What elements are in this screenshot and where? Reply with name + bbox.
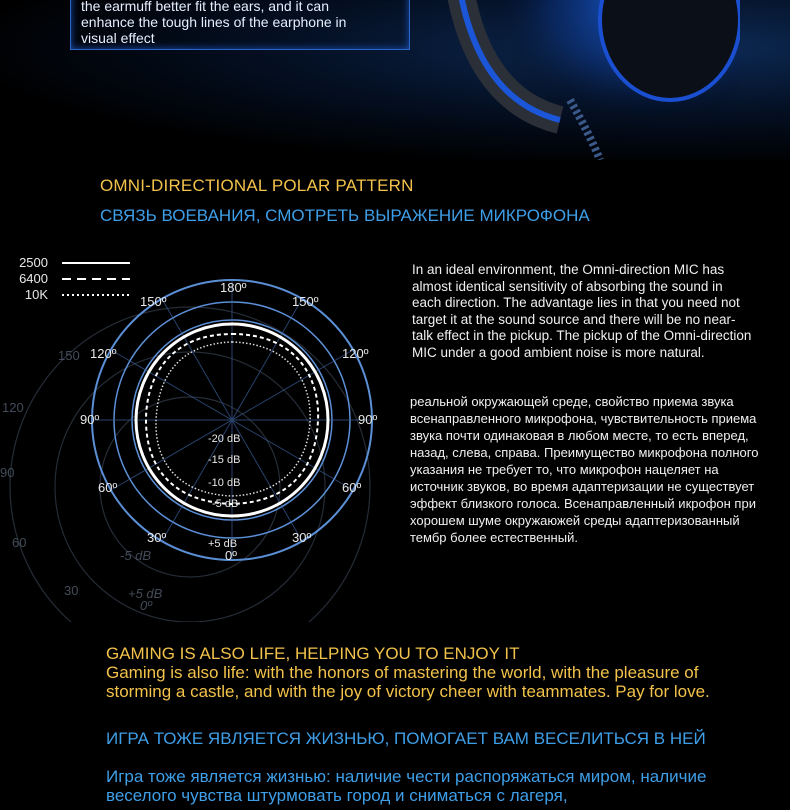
ghost-label-150: 150 <box>58 348 80 363</box>
angle-label-180: 180º <box>220 280 247 295</box>
legend-label: 6400 <box>19 271 48 286</box>
description-en: In an ideal environment, the Omni-direction MIC has almost identical sensitivity of absorbing the sound in each direction. The advantage lies in that you need not target it at the sound source and there will be no near-talk effect in the pickup. The pickup of the Omni-direction MIC under a good ambient noise is more natural. <box>412 262 752 360</box>
headset-image <box>440 0 740 160</box>
angle-label-90-right: 90º <box>358 412 378 427</box>
gaming-text-en: Gaming is also life: with the honors of mastering the world, with the pleasure of storming a castle, and with the joy of victory cheer with teammates. Pay for love. <box>106 663 710 701</box>
feature-callout-box <box>70 0 410 50</box>
angle-label-150-left: 150º <box>140 294 167 309</box>
ghost-label-30: 30 <box>64 583 79 598</box>
db-label: -5 dB <box>212 498 239 510</box>
db-label: -10 dB <box>208 477 241 489</box>
description-ru: реальной окружающей среде, свойство приема звука всенаправленного микрофона, чувствительность приема звука почти одинаковая в любом месте, то есть вперед, назад, слева, справа. Преимущество микрофона полного указания не требует то, что микрофон нацеляет на источник звуков, во время адаптеризации не существует эффект близкого голоса. Всенаправленный икрофон при хорошем шуме окружаюжей среды адаптеризованный тембр более естественный. <box>410 394 759 545</box>
angle-label-60-left: 60º <box>98 480 118 495</box>
polar-pattern-diagram <box>0 262 400 622</box>
angle-label-0: 0º <box>225 548 237 563</box>
ghost-label-db: -5 dB <box>120 548 152 563</box>
gaming-text-ru: Игра тоже является жизнью: наличие чести распоряжаться миром, наличие веселого чувства штурмовать город и сниматься с лагеря, <box>106 767 707 805</box>
ghost-label-60: 60 <box>12 535 27 550</box>
ghost-label-zero: 0º <box>140 598 152 613</box>
polar-section-title-en: OMNI-DIRECTIONAL POLAR PATTERN <box>100 176 414 195</box>
legend-label: 10K <box>24 287 48 302</box>
db-label: +5 dB <box>208 538 238 550</box>
legend-label: 2500 <box>19 255 48 270</box>
angle-label-150-right: 150º <box>292 294 319 309</box>
angle-label-120-left: 120º <box>90 346 117 361</box>
db-label: -20 dB <box>208 433 241 445</box>
angle-label-30-left: 30º <box>147 530 167 545</box>
gaming-title-ru: ИГРА ТОЖЕ ЯВЛЯЕТСЯ ЖИЗНЬЮ, ПОМОГАЕТ ВАМ ВЕСЕЛИТЬСЯ В НЕЙ <box>106 729 706 748</box>
callout-line: the earmuff better fit the ears, and it can <box>81 0 329 14</box>
ghost-label-120: 120 <box>2 400 24 415</box>
callout-line: enhance the tough lines of the earphone in <box>81 14 347 30</box>
ghost-label-90: 90 <box>0 465 15 480</box>
ghost-label-db2: +5 dB <box>128 586 163 601</box>
callout-line: visual effect <box>81 30 155 46</box>
angle-label-60-right: 60º <box>342 480 362 495</box>
gaming-title-en: GAMING IS ALSO LIFE, HELPING YOU TO ENJOY IT <box>106 644 520 663</box>
polar-section-title-ru: СВЯЗЬ ВОЕВАНИЯ, СМОТРЕТЬ ВЫРАЖЕНИЕ МИКРОФОНА <box>100 206 590 225</box>
angle-label-120-right: 120º <box>342 346 369 361</box>
angle-label-30-right: 30º <box>292 530 312 545</box>
db-label: -15 dB <box>208 454 241 466</box>
angle-label-90-left: 90º <box>80 412 100 427</box>
